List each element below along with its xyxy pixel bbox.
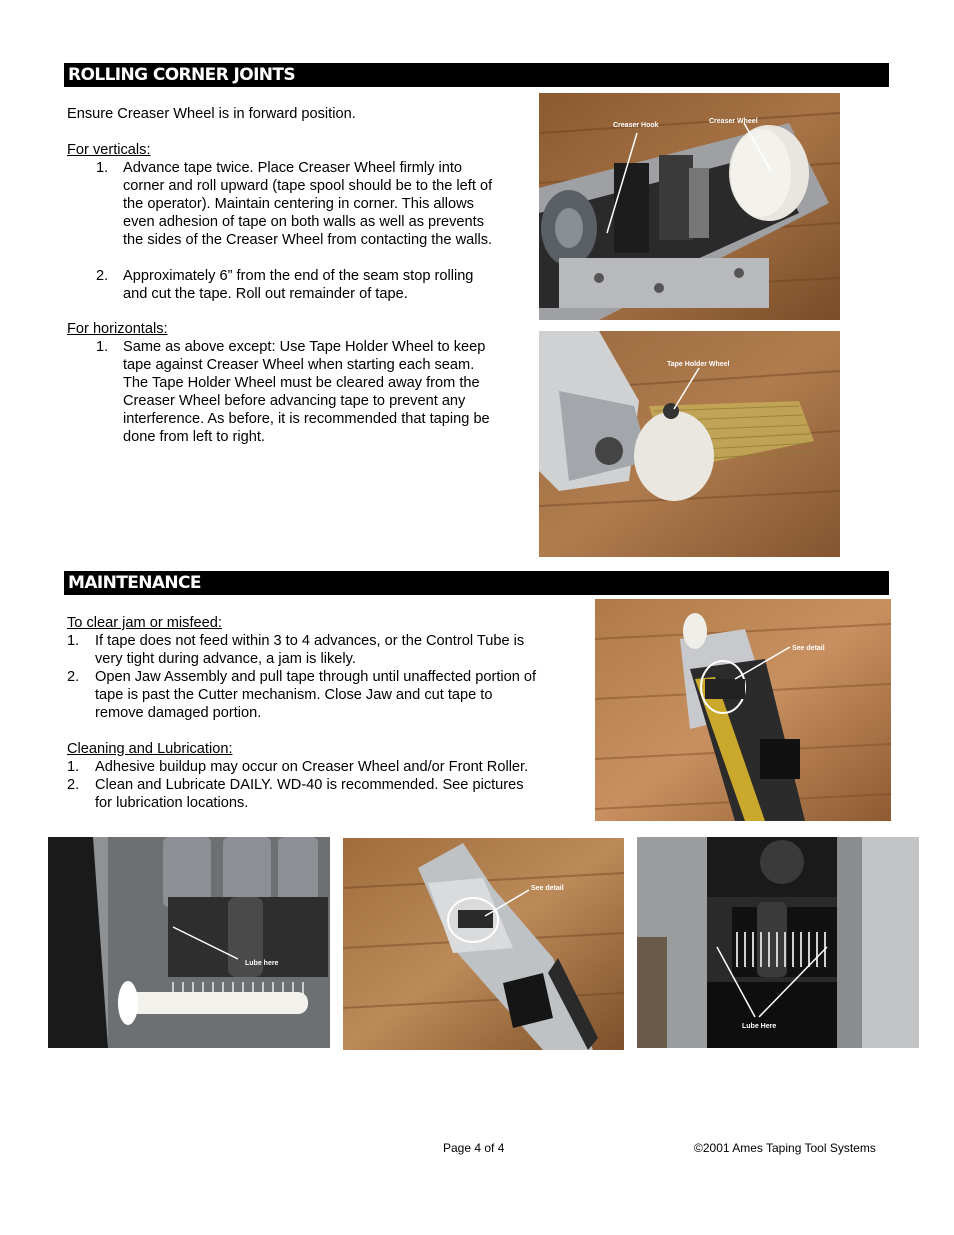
section-header-maintenance [64, 571, 889, 595]
item-number: 2. [67, 669, 80, 685]
item-line: and cut the tape. Roll out remainder of tape. [123, 286, 408, 302]
label-tape-holder-wheel: Tape Holder Wheel [667, 361, 730, 368]
item-line: Creaser Wheel before advancing tape to prevent any [123, 393, 466, 409]
photo-lube-spring [637, 837, 919, 1048]
label-creaser-wheel: Creaser Wheel [709, 118, 758, 125]
item-number: 2. [67, 777, 80, 793]
item-line: done from left to right. [123, 429, 265, 445]
item-number: 1. [67, 759, 80, 775]
item-number: 1. [96, 339, 109, 355]
label-lube-here-2: Lube Here [742, 1023, 777, 1030]
item-line: Same as above except: Use Tape Holder Wheel to keep [123, 339, 486, 355]
item-line: for lubrication locations. [95, 795, 249, 811]
label-lube-here: Lube here [245, 960, 279, 967]
section-title: MAINTENANCE [68, 573, 201, 593]
copyright: ©2001 Ames Taping Tool Systems [694, 1141, 876, 1155]
photo-creaser-tool [539, 93, 840, 320]
item-line: corner and roll upward (tape spool should be to the left of [123, 178, 493, 194]
label-creaser-hook: Creaser Hook [613, 122, 659, 129]
page-number: Page 4 of 4 [443, 1141, 505, 1155]
item-line: the sides of the Creaser Wheel from contacting the walls. [123, 232, 493, 248]
item-line: Approximately 6” from the end of the seam stop rolling [123, 268, 474, 284]
item-line: tape is past the Cutter mechanism. Close Jaw and cut tape to [95, 687, 493, 703]
label-see-detail: See detail [792, 645, 825, 652]
photo-tool-angled [343, 838, 624, 1050]
item-line: very tight during advance, a jam is likely. [95, 651, 356, 667]
item-line: tape against Creaser Wheel when starting each seam. [123, 357, 475, 373]
label-see-detail-2: See detail [531, 885, 564, 892]
item-number: 1. [96, 160, 109, 176]
item-line: The Tape Holder Wheel must be cleared away from the [123, 375, 480, 391]
photo-tool-overview [595, 599, 891, 821]
item-line: Open Jaw Assembly and pull tape through until unaffected portion of [95, 669, 537, 685]
item-line: If tape does not feed within 3 to 4 advances, or the Control Tube is [95, 633, 525, 649]
photo-tape-holder-wheel [539, 331, 840, 557]
item-number: 1. [67, 633, 80, 649]
intro-text: Ensure Creaser Wheel is in forward position. [67, 106, 356, 122]
photo-lube-front-roller [48, 837, 330, 1048]
horizontals-heading: For horizontals: [67, 321, 168, 337]
item-line: the operator). Maintain centering in corner. This allows [123, 196, 474, 212]
item-line: Advance tape twice. Place Creaser Wheel firmly into [123, 160, 463, 176]
section-title: ROLLING CORNER JOINTS [68, 65, 296, 85]
cleaning-heading: Cleaning and Lubrication: [67, 741, 233, 757]
item-line: even adhesion of tape on both walls as well as prevents [123, 214, 485, 230]
item-number: 2. [96, 268, 109, 284]
item-line: remove damaged portion. [95, 705, 262, 721]
item-line: Clean and Lubricate DAILY. WD-40 is recommended. See pictures [95, 777, 524, 793]
item-line: interference. As before, it is recommended that taping be [123, 411, 490, 427]
verticals-heading: For verticals: [67, 142, 151, 158]
item-line: Adhesive buildup may occur on Creaser Wheel and/or Front Roller. [95, 759, 529, 775]
jam-heading: To clear jam or misfeed: [67, 615, 222, 631]
section-header-rolling-corner-joints [64, 63, 889, 87]
